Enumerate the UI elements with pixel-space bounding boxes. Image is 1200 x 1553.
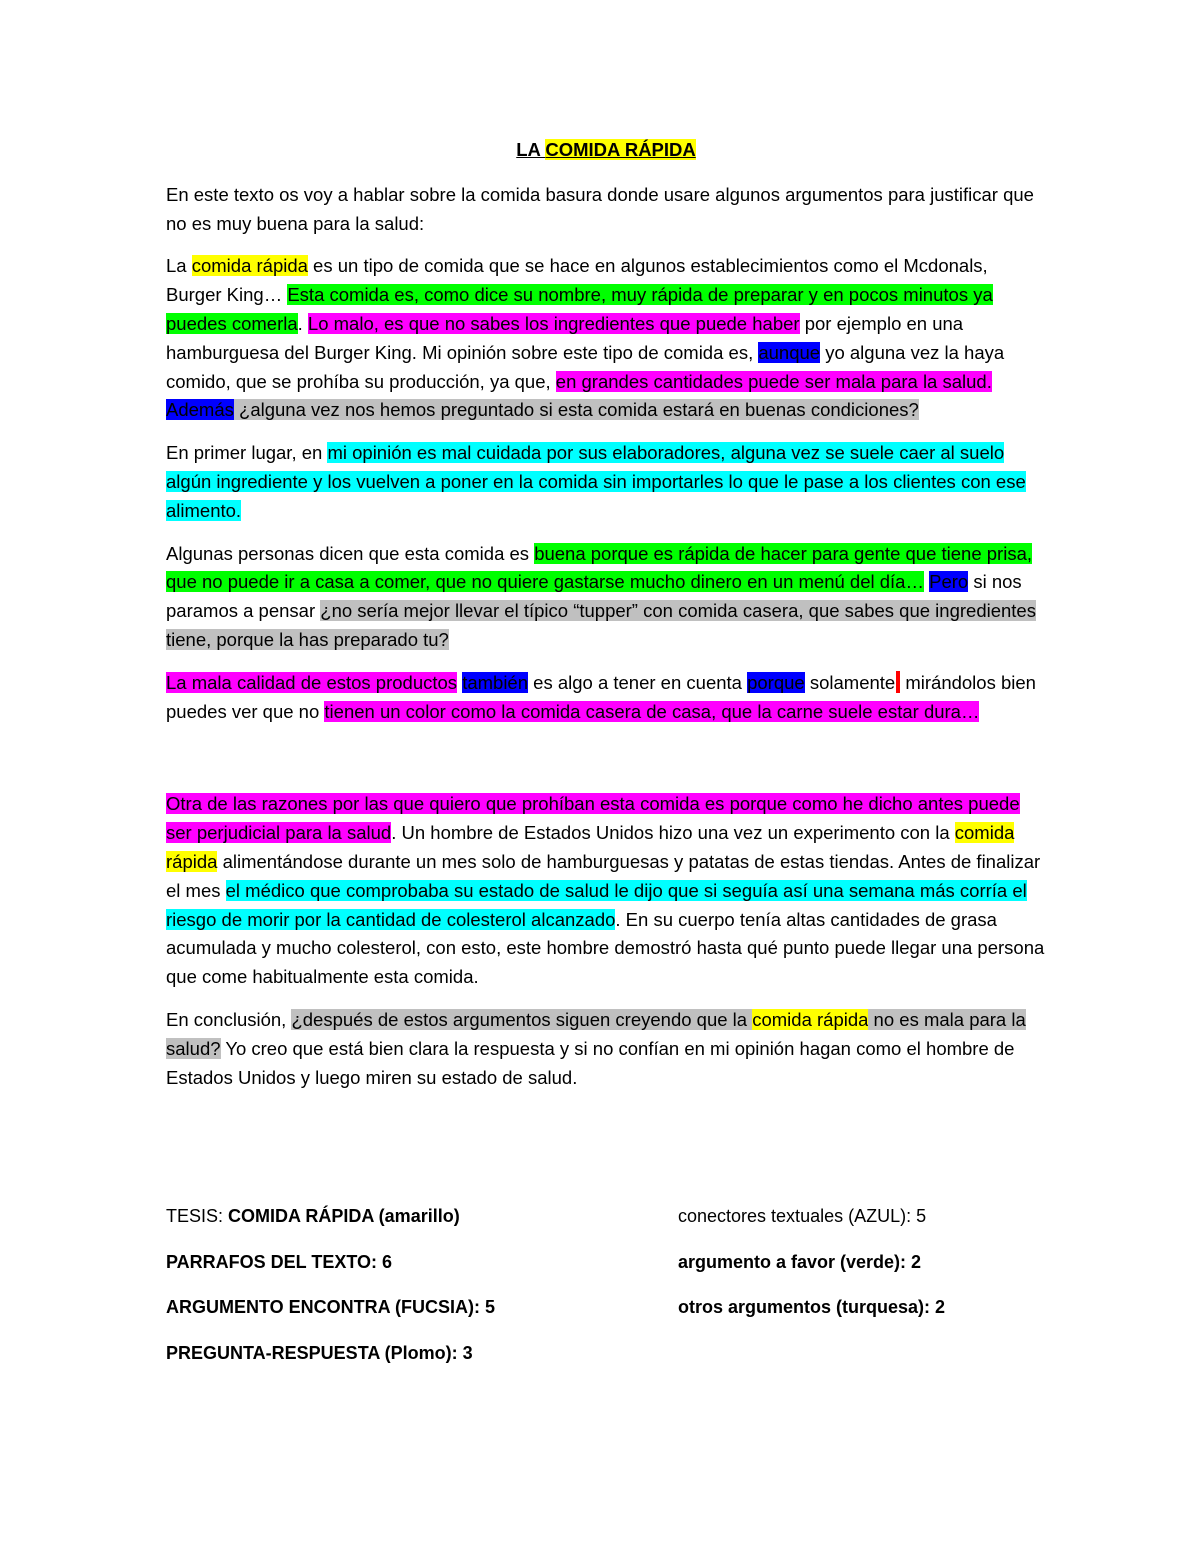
text-run: En conclusión,	[166, 1008, 292, 1030]
text-run: .	[297, 312, 308, 334]
legend-pregunta-respuesta: PREGUNTA-RESPUESTA (Plomo): 3	[166, 1343, 473, 1363]
argument-against-highlight: Lo malo, es que no sabes los ingredientes que puede haber	[307, 312, 800, 334]
argument-against-highlight: tienen un color como la comida casera de casa, que la carne suele estar dura…	[324, 700, 980, 722]
other-argument-highlight: el médico que comprobaba su estado de salud le dijo que si seguía así una semana más corría el riesgo de morir por la cantidad de colesterol alcanzado	[166, 879, 1027, 930]
paragraph-4	[166, 540, 1046, 655]
connector-highlight: también	[462, 671, 529, 693]
connector-highlight: Pero	[929, 571, 969, 593]
paragraph-conclusion	[166, 1006, 1046, 1092]
connector-highlight: Además	[166, 399, 234, 421]
legend-parrafos: PARRAFOS DEL TEXTO: 6	[166, 1252, 393, 1272]
legend-tesis	[166, 1206, 460, 1227]
other-argument-highlight: mi opinión es mal cuidada por sus elaboradores, alguna vez se suele caer al suelo algún ingrediente y los vuelven a poner en la comida sin importarles lo que le pase a los clientes con ese alimento.	[166, 442, 1026, 521]
text-run: por ejemplo en una hamburguesa del Burger King. Mi opinión sobre este tipo de comida es,	[166, 312, 964, 363]
thesis-highlight: comida rápida	[752, 1008, 869, 1030]
paragraph-intro: En este texto os voy a hablar sobre la comida basura donde usare algunos argumentos para justificar que no es muy buena para la salud:	[166, 183, 1034, 234]
paragraph-3	[166, 439, 1046, 525]
paragraph-2	[166, 252, 1046, 425]
legend-argumento-favor: argumento a favor (verde): 2	[678, 1252, 922, 1272]
text-run: mirándolos bien puedes ver que no	[166, 671, 1036, 722]
legend-argumento-encontra: ARGUMENTO ENCONTRA (FUCSIA): 5	[166, 1297, 495, 1317]
page-title	[166, 136, 1046, 165]
question-highlight: ¿no sería mejor llevar el típico “tupper” con comida casera, que sabes que ingredientes tiene, porque la has preparado tu?	[166, 600, 1036, 650]
argument-favor-highlight: Esta comida es, como dice su nombre, muy rápida de preparar y en pocos minutos ya puedes comerla	[166, 284, 993, 334]
argument-against-highlight: Otra de las razones por las que quiero que prohíban esta comida es porque como he dicho antes puede ser perjudicial para la salud	[166, 793, 1020, 844]
text-run: En primer lugar, en	[166, 442, 328, 464]
argument-favor-highlight: buena porque es rápida de hacer para gente que tiene prisa, que no puede ir a casa a comer, que no quiere gastarse mucho dinero en un menú del día…	[166, 542, 1032, 593]
title-prefix: LA	[516, 139, 546, 160]
paragraph-5	[166, 669, 1046, 727]
text-run: es un tipo de comida que se hace en algunos establecimientos como el Mcdonals, Burger King…	[166, 255, 988, 306]
argument-against-highlight: en grandes cantidades puede ser mala para la salud.	[555, 370, 992, 392]
thesis-highlight: comida rápida	[191, 255, 308, 277]
document-body	[166, 136, 1046, 1106]
text-run: Yo creo que está bien clara la respuesta y si no confían en mi opinión hagan como el hombre de Estados Unidos y luego miren su estado de salud.	[166, 1037, 1015, 1088]
connector-highlight: porque	[747, 671, 805, 693]
text-run: La	[166, 255, 192, 277]
connector-highlight: aunque	[758, 341, 821, 363]
thesis-highlight: comida rápida	[166, 822, 1015, 872]
text-run: solamente	[804, 671, 896, 693]
text-run: es algo a tener en cuenta	[528, 671, 748, 693]
legend-tesis-label: TESIS:	[166, 1206, 229, 1226]
legend-tesis-value: COMIDA RÁPIDA (amarillo)	[228, 1206, 460, 1226]
question-highlight: ¿después de estos argumentos siguen creyendo que la	[291, 1008, 753, 1030]
text-run: yo alguna vez la haya comido, que se prohíba su producción, ya que,	[166, 341, 1005, 392]
blank-line	[166, 740, 1046, 790]
title-highlight: COMIDA RÁPIDA	[545, 139, 696, 160]
text-run: . Un hombre de Estados Unidos hizo una vez un experimento con la	[391, 822, 955, 844]
text-run: . En su cuerpo tenía altas cantidades de grasa acumulada y mucho colesterol, con esto, este hombre demostró hasta qué punto puede llegar una persona que come habitualmente esta comida.	[166, 908, 1045, 988]
text-run: alimentándose durante un mes solo de hamburguesas y patatas de estas tiendas. Antes de finalizar el mes	[166, 850, 1041, 901]
paragraph-6	[166, 790, 1046, 992]
text-run: si nos paramos a pensar	[166, 571, 1022, 622]
question-highlight: ¿alguna vez nos hemos preguntado si esta comida estará en buenas condiciones?	[233, 399, 919, 421]
text-run: Algunas personas dicen que esta comida es	[166, 542, 535, 564]
legend-conectores: conectores textuales (AZUL): 5	[678, 1206, 927, 1226]
legend-otros-argumentos: otros argumentos (turquesa): 2	[678, 1297, 946, 1317]
argument-against-highlight: La mala calidad de estos productos	[166, 671, 458, 693]
question-highlight: no es mala para la salud?	[166, 1008, 1026, 1059]
